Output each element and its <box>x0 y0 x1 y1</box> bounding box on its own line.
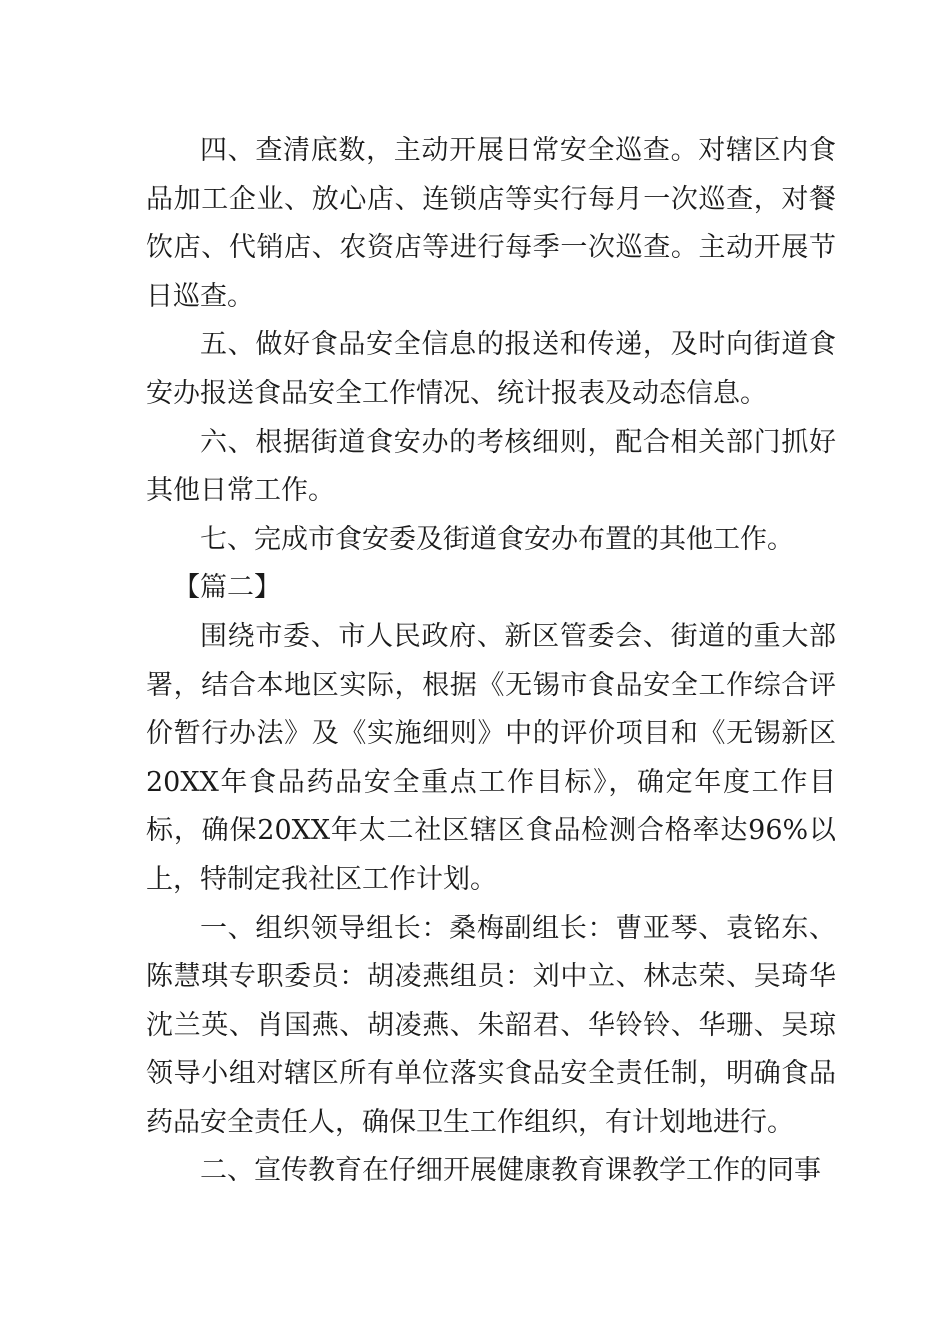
paragraph-organization: 一、组织领导组长：桑梅副组长：曹亚琴、袁铭东、陈慧琪专职委员：胡凌燕组员：刘中立、林志荣、吴琦华沈兰英、肖国燕、胡凌燕、朱韶君、华铃铃、华珊、吴琼领导小组对辖区所有单位落实食品安全责任制，明确食品药品安全责任人，确保卫生工作组织，有计划地进行。 <box>146 912 836 1138</box>
paragraph-intro: 围绕市委、市人民政府、新区管委会、街道的重大部署，结合本地区实际，根据《无锡市食品安全工作综合评价暂行办法》及《实施细则》中的评价项目和《无锡新区20XX年食品药品安全重点工作目标》，确定年度工作目标，确保20XX年太二社区辖区食品检测合格率达96%以上，特制定我社区工作计划。 <box>146 620 836 895</box>
document-body <box>146 127 836 1196</box>
section-heading: 【篇二】 <box>173 572 281 604</box>
paragraph-item-7: 七、完成市食安委及街道食安办布置的其他工作。 <box>200 523 794 555</box>
paragraph-item-6: 六、根据街道食安办的考核细则，配合相关部门抓好其他日常工作。 <box>146 426 836 507</box>
paragraph-education: 二、宣传教育在仔细开展健康教育课教学工作的同事 <box>200 1155 821 1187</box>
paragraph-item-5: 五、做好食品安全信息的报送和传递，及时向街道食安办报送食品安全工作情况、统计报表及动态信息。 <box>146 329 836 409</box>
paragraph-item-4: 四、查清底数，主动开展日常安全巡查。对辖区内食品加工企业、放心店、连锁店等实行每月一次巡查，对餐饮店、代销店、农资店等进行每季一次巡查。主动开展节日巡查。 <box>146 135 836 312</box>
